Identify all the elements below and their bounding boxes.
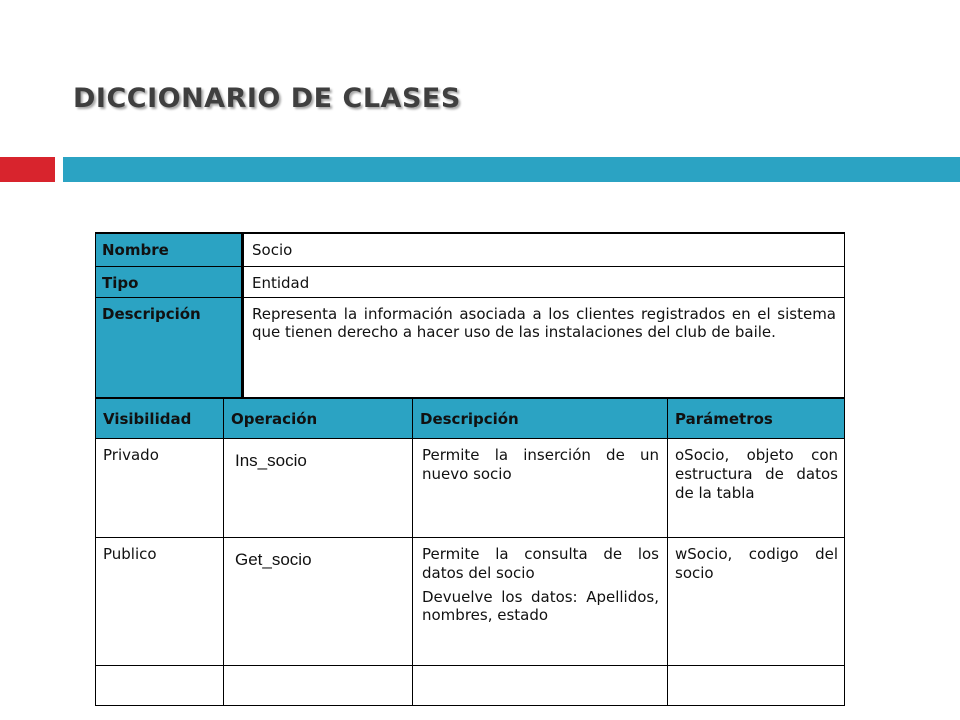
- operacion-cell: Get_socio: [224, 538, 413, 666]
- tipo-value: Entidad: [243, 266, 845, 297]
- nombre-row: [96, 233, 845, 266]
- descripcion-row: [96, 297, 845, 397]
- accent-bar-blue: [63, 157, 960, 182]
- accent-bar-red: [0, 157, 55, 182]
- operations-header-row: [96, 399, 845, 439]
- parametros-cell: oSocio, objeto con estructura de datos de la tabla: [668, 439, 845, 538]
- header-operacion: Operación: [224, 399, 413, 439]
- table-row: [96, 439, 845, 538]
- descripcion-label: Descripción: [96, 297, 243, 397]
- empty-cell: [668, 666, 845, 706]
- header-descripcion: Descripción: [413, 399, 668, 439]
- nombre-value: Socio: [243, 233, 845, 266]
- header-parametros: Parámetros: [668, 399, 845, 439]
- header-visibilidad: Visibilidad: [96, 399, 224, 439]
- descripcion-cell: Permite la inserción de un nuevo socio: [413, 439, 668, 538]
- descripcion-text: Permite la consulta de los datos del socio: [422, 545, 659, 582]
- descripcion-value: Representa la información asociada a los clientes registrados en el sistema que tienen derecho a hacer uso de las instalaciones del club de baile.: [243, 297, 845, 397]
- visibilidad-cell: Publico: [96, 538, 224, 666]
- empty-row: [96, 666, 845, 706]
- operacion-cell: Ins_socio: [224, 439, 413, 538]
- tipo-label: Tipo: [96, 266, 243, 297]
- empty-cell: [413, 666, 668, 706]
- operations-table: [95, 398, 845, 706]
- tipo-row: [96, 266, 845, 297]
- page-title: DICCIONARIO DE CLASES: [73, 83, 461, 114]
- nombre-label: Nombre: [96, 233, 243, 266]
- class-info-table: [95, 232, 845, 398]
- descripcion-cell: [413, 538, 668, 666]
- table-row: [96, 538, 845, 666]
- empty-cell: [224, 666, 413, 706]
- empty-cell: [96, 666, 224, 706]
- visibilidad-cell: Privado: [96, 439, 224, 538]
- parametros-cell: wSocio, codigo del socio: [668, 538, 845, 666]
- descripcion-text-2: Devuelve los datos: Apellidos, nombres, estado: [422, 587, 659, 625]
